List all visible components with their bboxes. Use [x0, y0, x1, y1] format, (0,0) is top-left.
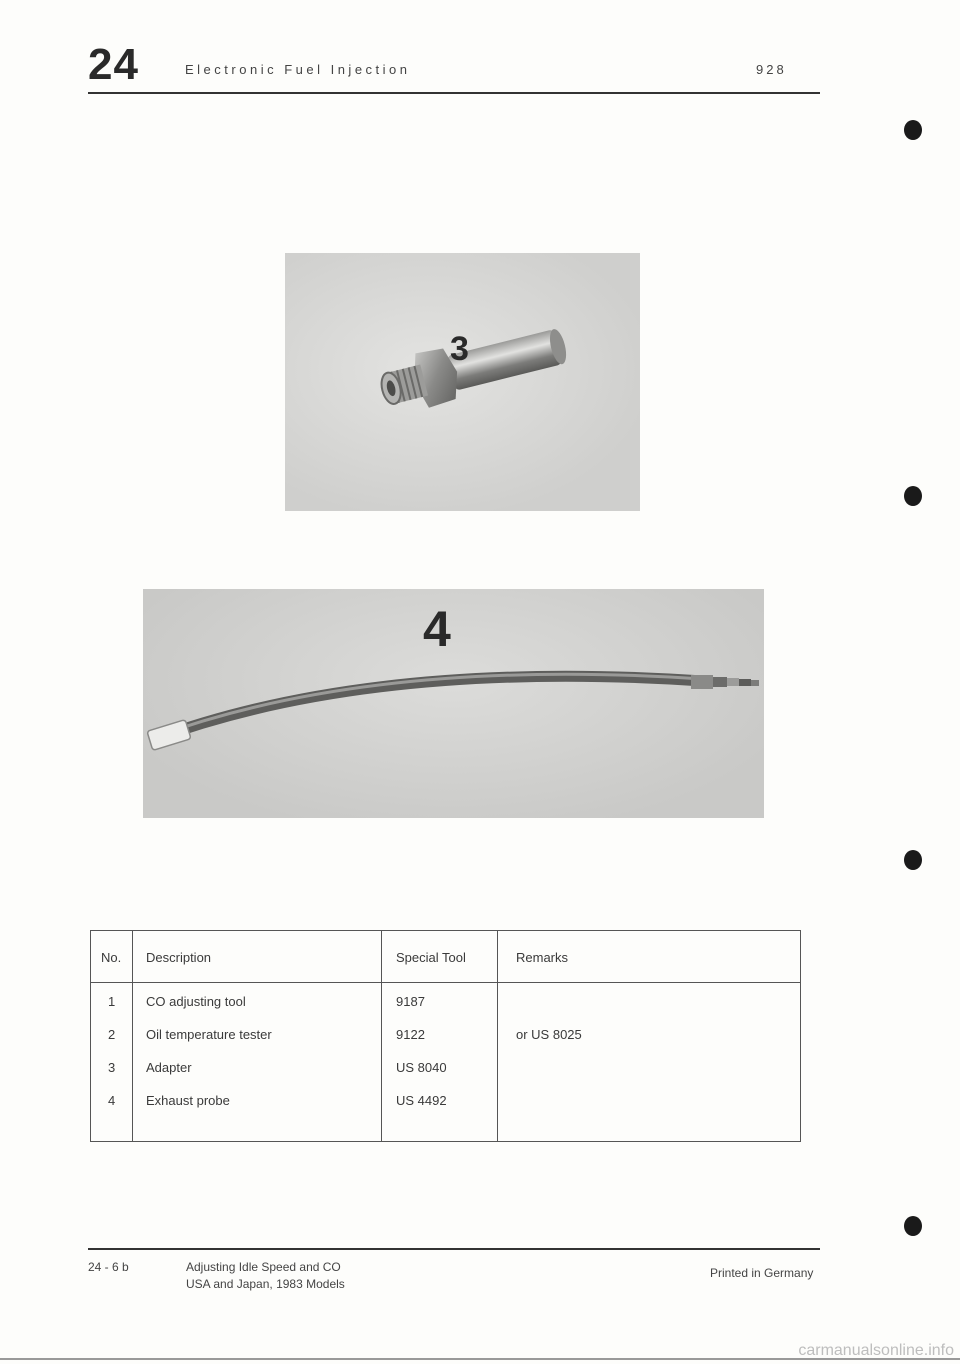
printed-in: Printed in Germany	[710, 1266, 814, 1280]
table-border	[90, 930, 91, 1142]
row-4-special-tool: US 4492	[396, 1093, 447, 1108]
footer-rule	[88, 1248, 820, 1250]
section-title-line-2: USA and Japan, 1983 Models	[186, 1277, 345, 1291]
adapter-icon	[285, 253, 640, 511]
column-header-description: Description	[146, 950, 212, 965]
model-number: 928	[756, 62, 787, 77]
row-3-no: 3	[108, 1060, 116, 1075]
table-border	[90, 930, 801, 931]
column-separator	[132, 930, 133, 1142]
figure-3-callout: 3	[450, 330, 469, 368]
page-number: 24 - 6 b	[88, 1260, 129, 1274]
row-4-description: Exhaust probe	[146, 1093, 230, 1108]
row-3-description: Adapter	[146, 1060, 192, 1075]
punch-hole	[904, 1216, 922, 1236]
header-rule	[88, 92, 820, 94]
punch-hole	[904, 120, 922, 140]
column-separator	[381, 930, 382, 1142]
row-2-description: Oil temperature tester	[146, 1027, 272, 1042]
special-tools-table	[90, 930, 801, 1142]
column-header-special-tool: Special Tool	[396, 950, 466, 965]
table-border	[90, 1141, 801, 1142]
row-2-special-tool: 9122	[396, 1027, 425, 1042]
table-border	[800, 930, 801, 1142]
adapter-photo	[285, 253, 640, 511]
column-header-remarks: Remarks	[516, 950, 569, 965]
row-2-remarks: or US 8025	[516, 1027, 582, 1042]
row-2-no: 2	[108, 1027, 116, 1042]
column-header-no: No.	[101, 950, 122, 965]
figure-4-callout: 4	[423, 601, 451, 657]
chapter-title: Electronic Fuel Injection	[185, 62, 411, 77]
header-separator	[90, 982, 801, 983]
row-1-special-tool: 9187	[396, 994, 425, 1009]
punch-hole	[904, 850, 922, 870]
chapter-number: 24	[88, 40, 139, 89]
section-title-line-1: Adjusting Idle Speed and CO	[186, 1260, 341, 1274]
punch-hole	[904, 486, 922, 506]
row-4-no: 4	[108, 1093, 116, 1108]
exhaust-probe-photo	[143, 589, 764, 818]
row-1-description: CO adjusting tool	[146, 994, 246, 1009]
row-1-no: 1	[108, 994, 116, 1009]
column-separator	[497, 930, 498, 1142]
row-3-special-tool: US 8040	[396, 1060, 447, 1075]
watermark[interactable]: carmanualsonline.info	[798, 1342, 954, 1359]
exhaust-probe-icon	[143, 589, 764, 818]
